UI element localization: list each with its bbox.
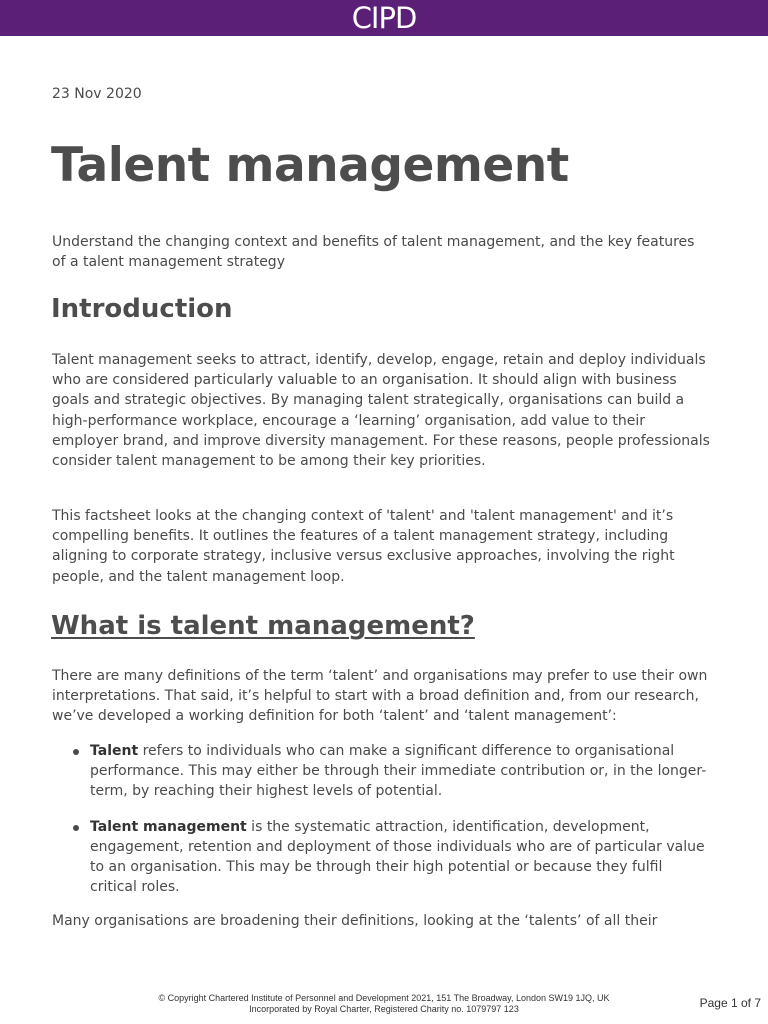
publish-date: 23 Nov 2020 — [52, 86, 142, 102]
copyright-line: © Copyright Chartered Institute of Personnel and Development 2021, 151 The Broadway, London SW19 1JQ, UK — [158, 993, 610, 1003]
definition-intro-paragraph: There are many definitions of the term ‘talent’ and organisations may prefer to use their own interpretations. That said, it’s helpful to start with a broad definition and, from our research, we’ve developed a working definition for both ‘talent’ and ‘talent management’: — [52, 668, 708, 725]
definition-text: is the systematic attraction, identification, development, engagement, retention and deployment of those individuals who are of particular value to an organisation. This may be through their high potential or because they fulfil critical roles. — [90, 819, 705, 895]
definition-item-talent-management — [52, 817, 712, 897]
definition-term: Talent management — [90, 819, 247, 835]
footer-copyright — [104, 993, 664, 1015]
cipd-logo: CIPD — [351, 1, 417, 35]
closing-paragraph: Many organisations are broadening their definitions, looking at the ‘talents’ of all their — [52, 913, 658, 929]
introduction-heading: Introduction — [51, 294, 233, 324]
bullet-icon — [73, 749, 79, 755]
bullet-icon — [73, 825, 79, 831]
page-title: Talent management — [51, 138, 569, 193]
what-is-talent-management-link[interactable]: What is talent management? — [51, 611, 475, 641]
definition-text: refers to individuals who can make a significant difference to organisational performance. This may either be through their immediate contribution or, in the longer-term, by reaching their highest levels of potential. — [90, 743, 707, 799]
page-number: Page 1 of 7 — [699, 996, 761, 1010]
definition-term: Talent — [90, 743, 139, 759]
intro-paragraph-1: Talent management seeks to attract, identify, develop, engage, retain and deploy individuals who are considered particularly valuable to an organisation. It should align with business goals and strategic objectives. By managing talent strategically, organisations can build a high-performance workplace, encourage a ‘learning’ organisation, add value to their employer brand, and improve diversity management. For these reasons, people professionals consider talent management to be among their key priorities. — [52, 352, 710, 470]
charity-line: Incorporated by Royal Charter, Registered Charity no. 1079797 123 — [249, 1004, 519, 1014]
definition-list — [52, 741, 712, 897]
summary-text: Understand the changing context and benefits of talent management, and the key features of a talent management strategy — [52, 234, 695, 270]
definition-item-talent — [52, 741, 712, 801]
intro-paragraph-2: This factsheet looks at the changing context of 'talent' and 'talent management' and it’s compelling benefits. It outlines the features of a talent management strategy, including aligning to corporate strategy, inclusive versus exclusive approaches, involving the right people, and the talent management loop. — [52, 508, 675, 585]
